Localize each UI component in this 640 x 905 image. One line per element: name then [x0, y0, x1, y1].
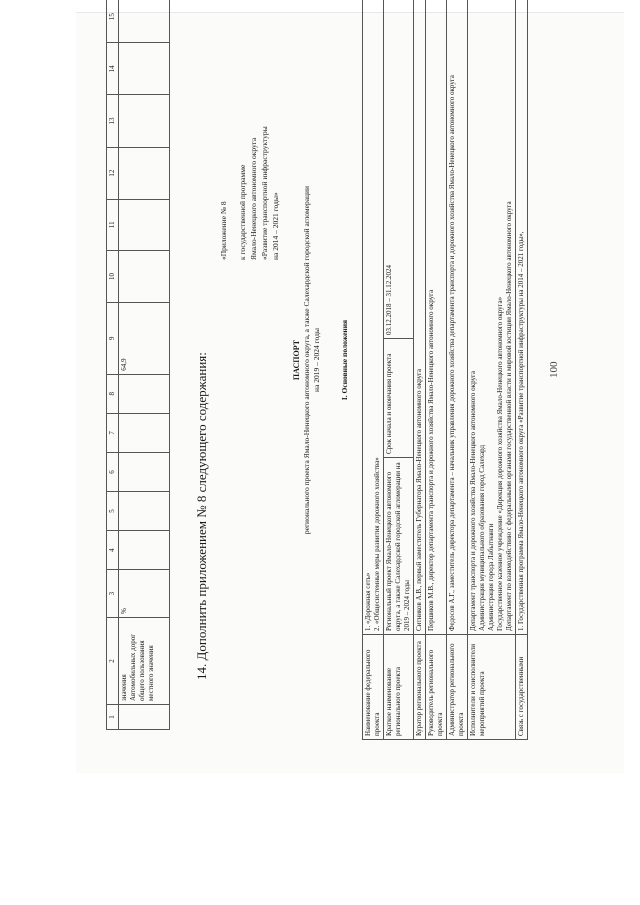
row-value — [363, 0, 384, 635]
row-label: Администратор регионального проекта — [447, 635, 468, 740]
rotated-content — [100, 0, 640, 740]
row-label: Связь с государственными — [516, 635, 528, 740]
list-item: Департамент по взаимодействию с федеральными органами государственной власти и мировой юстиции Ямало-Ненецкого автономного округа — [505, 201, 513, 631]
table-cell — [119, 374, 170, 413]
table-row — [119, 0, 170, 730]
col-header: 9 — [107, 303, 119, 375]
table-cell — [119, 531, 170, 570]
amendment-heading: 14. Дополнить приложением № 8 следующего содержания: — [194, 352, 209, 680]
passport-years: на 2019 – 2024 годы — [312, 328, 321, 392]
table-cell — [119, 452, 170, 491]
list-item: Государственное казенное учреждение «Дирекция дорожного хозяйства Ямало-Ненецкого автономного округа» — [496, 296, 504, 631]
row-value: Ситников А.В., первый заместитель Губернатора Ямало-Ненецкого автономного округа — [414, 0, 426, 635]
table-row — [516, 0, 528, 740]
passport-title: ПАСПОРТ — [292, 339, 301, 381]
col-header: 7 — [107, 413, 119, 452]
row-value: 1. Государственная программа Ямало-Ненецкого автономного округа «Развитие транспортной инфраструктуры на 2014 – 2021 годы», — [516, 0, 528, 635]
page-number: 100 — [548, 361, 560, 378]
row-value: Региональный проект Ямало-Ненецкого автономного округа, а также Салехардской городской агломерации на 2019 – 2024 годы — [384, 458, 414, 635]
col-header: 4 — [107, 531, 119, 570]
table-row — [447, 0, 468, 740]
table-header-row — [107, 0, 119, 730]
period-value: 03.12.2018 – 31.12.2024 — [384, 0, 414, 339]
row-value: Федосов А.Г., заместитель директора департамента – начальник управления дорожного хозяйства департамента транспорта и дорожного хозяйства Ямало-Ненецкого автономного округа — [447, 0, 468, 635]
col-header: 14 — [107, 43, 119, 95]
passport-subtitle: регионального проекта Ямало-Ненецкого автономного округа, а также Салехардской городской агломерации — [302, 185, 311, 535]
appendix-title: «Приложение № 8 — [219, 201, 228, 260]
appendix-line: Ямало-Ненецкого автономного округа — [249, 137, 258, 260]
table-row — [414, 0, 426, 740]
row-label: Руководитель регионального проекта — [426, 635, 447, 740]
period-label: Срок начала и окончания проекта — [384, 339, 414, 458]
col-header: 10 — [107, 250, 119, 302]
table-row — [426, 0, 447, 740]
table-row — [384, 0, 414, 740]
table-cell — [119, 705, 170, 730]
col-header: 13 — [107, 95, 119, 147]
indicators-table — [106, 0, 170, 730]
passport-header — [292, 0, 322, 740]
table-cell — [119, 413, 170, 452]
col-header: 11 — [107, 199, 119, 250]
appendix-line: «Развитие транспортной инфраструктуры — [260, 126, 269, 260]
list-item: 2. «Общесистемные меры развития дорожного хозяйства» — [373, 457, 381, 631]
list-item: Администрация муниципального образования город Салехард — [478, 444, 486, 631]
list-item: Департамент транспорта и дорожного хозяйства Ямало-Ненецкого автономного округа — [469, 371, 477, 631]
row-value — [468, 0, 516, 635]
table-cell — [119, 491, 170, 530]
col-header: 5 — [107, 491, 119, 530]
table-cell — [119, 147, 170, 199]
table-cell: % — [119, 570, 170, 618]
table-cell — [119, 0, 170, 43]
appendix-line: на 2014 – 2021 годы» — [271, 192, 280, 260]
table-cell: 64,9 — [119, 303, 170, 375]
row-label: Наименование федерального проекта — [363, 635, 384, 740]
table-cell: значения Автомобильных дорог общего пользования местного значения — [119, 618, 170, 705]
table-row — [468, 0, 516, 740]
col-header: 15 — [107, 0, 119, 43]
col-header: 2 — [107, 618, 119, 705]
section-title: I. Основные положения — [340, 319, 349, 401]
row-value: Першиков М.В., директор департамента транспорта и дорожного хозяйства Ямало-Ненецкого автономного округа — [426, 0, 447, 635]
col-header: 3 — [107, 570, 119, 618]
col-header: 6 — [107, 452, 119, 491]
col-header: 8 — [107, 374, 119, 413]
table-cell — [119, 43, 170, 95]
table-cell — [119, 95, 170, 147]
table-cell — [119, 199, 170, 250]
appendix-block — [218, 126, 281, 260]
row-label: Исполнители и соисполнители мероприятий проекта — [468, 635, 516, 740]
col-header: 12 — [107, 147, 119, 199]
row-label: Краткое наименование регионального проекта — [384, 635, 414, 740]
passport-table — [362, 0, 528, 740]
list-item: 1. «Дорожная сеть» — [364, 572, 372, 631]
list-item: Администрация города Лабытнанги — [487, 523, 495, 631]
table-cell — [119, 250, 170, 302]
appendix-line: к государственной программе — [238, 164, 247, 260]
table-row — [363, 0, 384, 740]
row-label: Куратор регионального проекта — [414, 635, 426, 740]
col-header: 1 — [107, 705, 119, 730]
